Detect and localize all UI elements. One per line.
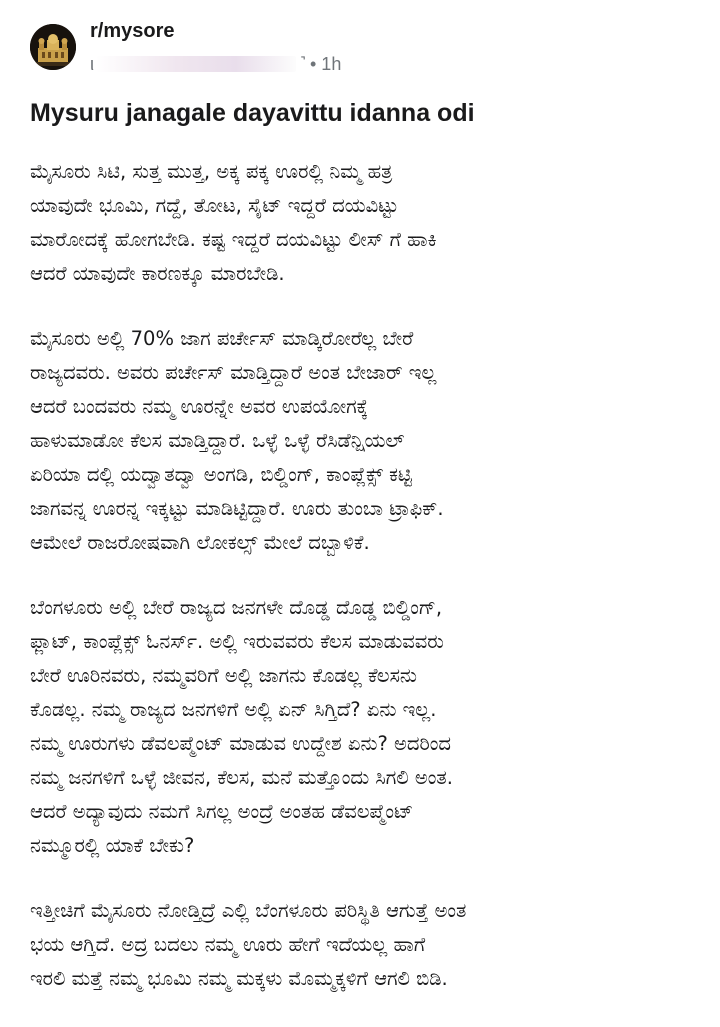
body-line: ನಮ್ಮ ಊರುಗಳು ಡೆವಲಪ್ಮೆಂಟ್ ಮಾಡುವ ಉದ್ದೇಶ ಏನು? ಅದರಿಂದ (30, 732, 452, 755)
body-line: ಬೆಂಗಳೂರು ಅಲ್ಲಿ ಬೇರೆ ರಾಜ್ಯದ ಜನಗಳೇ ದೊಡ್ಡ ದೊಡ್ಡ ಬಿಲ್ಡಿಂಗ್, (30, 596, 443, 619)
paragraph-1 (30, 155, 702, 291)
body-line: ನಮ್ಮೂರಲ್ಲಿ ಯಾಕೆ ಬೇಕು? (30, 834, 195, 857)
body-line: ಬೇರೆ ಊರಿನವರು, ನಮ್ಮವರಿಗೆ ಅಲ್ಲಿ ಜಾಗನು ಕೊಡಲ್ಲ ಕೆಲಸನು (30, 664, 417, 687)
palace-icon[interactable] (30, 24, 76, 70)
body-line: ಜಾಗವನ್ನ ಊರನ್ನ ಇಕ್ಕಟ್ಟು ಮಾಡಿಟ್ಟಿದ್ದಾರೆ. ಊರು ತುಂಬಾ ಟ್ರಾಫಿಕ್. (30, 497, 444, 520)
subreddit-name[interactable]: r/mysore (90, 20, 175, 42)
body-line: ಫ್ಲಾಟ್, ಕಾಂಪ್ಲೆಕ್ಸ್ ಓನರ್ಸ್. ಅಲ್ಲಿ ಇರುವವರು ಕೆಲಸ ಮಾಡುವವರು (30, 630, 444, 653)
post-title: Mysuru janagale dayavittu idanna odi (30, 99, 475, 127)
body-line: ಮೈಸೂರು ಸಿಟಿ, ಸುತ್ತ ಮುತ್ತ, ಅಕ್ಕ ಪಕ್ಕ ಊರಲ್ಲಿ ನಿಮ್ಮ ಹತ್ರ (30, 160, 393, 183)
body-line: ಹಾಳುಮಾಡೋ ಕೆಲಸ ಮಾಡ್ತಿದ್ದಾರೆ. ಒಳ್ಳೆ ಒಳ್ಳೆ ರೆಸಿಡೆನ್ಷಿಯಲ್ (30, 429, 405, 452)
username-prefix[interactable]: ι (90, 53, 94, 74)
body-line: ಏರಿಯಾ ದಲ್ಲಿ ಯದ್ವಾತದ್ವಾ ಅಂಗಡಿ, ಬಿಲ್ಡಿಂಗ್, ಕಾಂಪ್ಲೆಕ್ಸ್ ಕಟ್ಟಿ (30, 463, 413, 486)
body-line: ಮೈಸೂರು ಅಲ್ಲಿ 70% ಜಾಗ ಪರ್ಚೇಸ್ ಮಾಡ್ಕಿರೋರೆಲ್ಲ ಬೇರೆ (30, 327, 414, 350)
body-line: ಇರಲಿ ಮತ್ತೆ ನಮ್ಮ ಭೂಮಿ ನಮ್ಮ ಮಕ್ಕಳು ಮೊಮ್ಮಕ್ಕಳಿಗೆ ಆಗಲಿ ಬಿಡಿ. (30, 967, 448, 990)
body-line: ನಮ್ಮ ಜನಗಳಿಗೆ ಒಳ್ಳೆ ಜೀವನ, ಕೆಲಸ, ಮನೆ ಮತ್ತೊಂದು ಸಿಗಲಿ ಅಂತ. (30, 766, 453, 789)
body-line: ಯಾವುದೇ ಭೂಮಿ, ಗದ್ದೆ, ತೋಟ, ಸೈಟ್ ಇದ್ದರೆ ದಯವಿಟ್ಟು (30, 194, 399, 217)
body-line: ಕೊಡಲ್ಲ. ನಮ್ಮ ರಾಜ್ಯದ ಜನಗಳಿಗೆ ಅಲ್ಲಿ ಏನ್ ಸಿಗ್ತಿದೆ? ಏನು ಇಲ್ಲ. (30, 698, 437, 721)
body-line: ಆದರೆ ಅದ್ಯಾವುದು ನಮಗೆ ಸಿಗಲ್ಲ ಅಂದ್ರೆ ಅಂತಹ ಡೆವಲಪ್ಮೆಂಟ್ (30, 800, 414, 823)
post-time: • 1h (310, 53, 342, 74)
username-suffix: ˺ (300, 53, 306, 74)
paragraph-2 (30, 322, 702, 560)
paragraph-4 (30, 894, 702, 996)
body-line: ಭಯ ಆಗ್ತಿದೆ. ಅದ್ರ ಬದಲು ನಮ್ಮ ಊರು ಹೇಗೆ ಇದೆಯಲ್ಲ ಹಾಗೆ (30, 933, 426, 956)
post-header (0, 0, 720, 86)
body-line: ಆಮೇಲೆ ರಾಜರೋಷವಾಗಿ ಲೋಕಲ್ಸ್ ಮೇಲೆ ದಬ್ಬಾಳಿಕೆ. (30, 531, 370, 554)
body-line: ಆದರೆ ಬಂದವರು ನಮ್ಮ ಊರನ್ನೇ ಅವರ ಉಪಯೋಗಕ್ಕೆ (30, 395, 369, 418)
paragraph-3 (30, 591, 702, 863)
body-line: ಮಾರೋದಕ್ಕೆ ಹೋಗಬೇಡಿ. ಕಷ್ಟ ಇದ್ದರೆ ದಯವಿಟ್ಟು ಲೀಸ್ ಗೆ ಹಾಕಿ (30, 228, 437, 251)
redacted-username (96, 56, 296, 72)
body-line: ರಾಜ್ಯದವರು. ಅವರು ಪರ್ಚೇಸ್ ಮಾಡ್ತಿದ್ದಾರೆ ಅಂತ ಬೇಜಾರ್ ಇಲ್ಲ (30, 361, 437, 384)
body-line: ಇತ್ತೀಚಿಗೆ ಮೈಸೂರು ನೋಡ್ತಿದ್ರೆ ಎಲ್ಲಿ ಬೆಂಗಳೂರು ಪರಿಸ್ಥಿತಿ ಆಗುತ್ತೆ ಅಂತ (30, 899, 467, 922)
post-body (30, 155, 702, 1027)
post-meta (90, 52, 341, 76)
body-line: ಆದರೆ ಯಾವುದೇ ಕಾರಣಕ್ಕೂ ಮಾರಬೇಡಿ. (30, 262, 285, 285)
